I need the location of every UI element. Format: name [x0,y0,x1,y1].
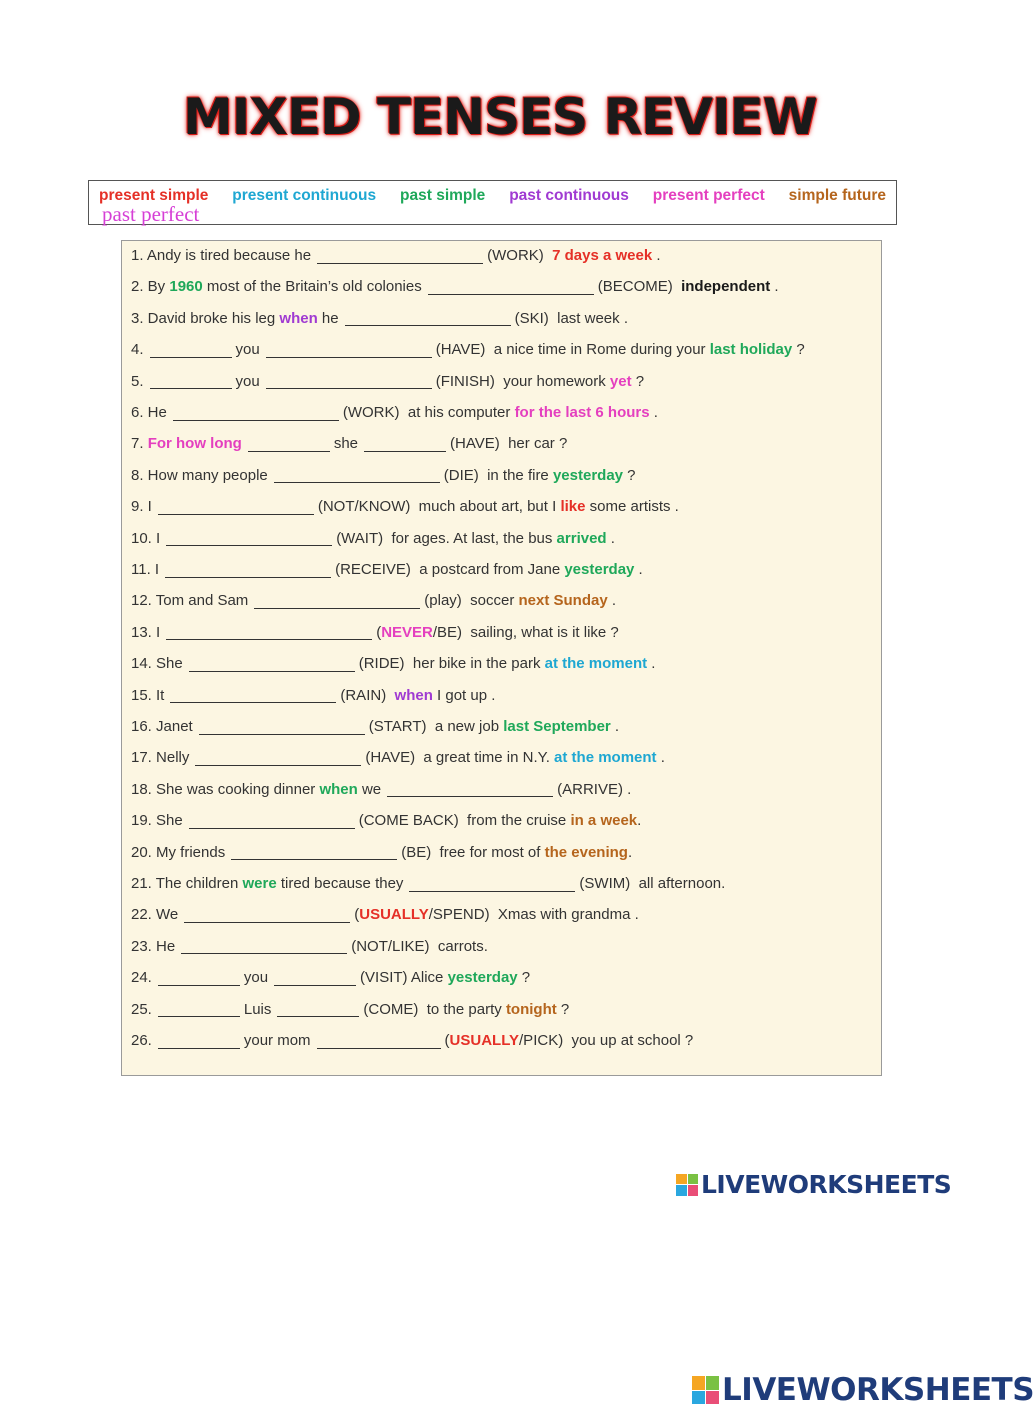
answer-blank[interactable] [173,406,339,421]
answer-blank[interactable] [158,971,240,986]
answer-blank[interactable] [165,563,331,578]
exercise-item [131,1028,693,1054]
exercise-text: . [647,655,656,673]
answer-blank[interactable] [409,877,575,892]
tense-cue: USUALLY [359,906,429,924]
answer-blank[interactable] [254,594,420,609]
tense-cue: like [560,498,586,516]
tense-cue: 1960 [169,278,203,296]
exercise-text: (DIE) in the fire [443,466,553,484]
answer-blank[interactable] [158,1034,240,1049]
exercise-item [131,243,661,269]
logo-square [688,1185,699,1196]
answer-blank[interactable] [428,280,594,295]
exercise-text: (FINISH) your homework [435,372,610,390]
exercise-item [131,337,805,363]
answer-blank[interactable] [277,1002,359,1017]
exercise-text: 4. [131,341,144,359]
exercise-text: 26. [131,1032,152,1049]
exercise-text: /PICK) you up at school ? [519,1032,694,1049]
exercise-text: /BE) sailing, what is it like ? [432,623,619,641]
exercise-text: (WAIT) for ages. At last, the bus [336,529,557,547]
exercise-text: (SWIM) all afternoon. [579,875,726,892]
exercise-item [131,934,488,960]
exercise-item [131,274,779,300]
exercise-item [131,714,619,740]
tense-cue: yesterday [564,561,635,578]
exercise-text: 8. How many people [131,466,268,484]
exercise-text: (START) a new job [368,718,504,735]
exercise-item [131,588,616,614]
exercise-text: . [606,529,615,547]
answer-blank[interactable] [317,1034,441,1049]
exercise-item [131,902,639,928]
tense-cue: yesterday [447,969,518,987]
exercise-text: 11. I [131,561,160,578]
logo-square [692,1376,705,1389]
exercise-text: 24. [131,969,152,987]
answer-blank[interactable] [274,468,440,483]
exercise-text: (RECEIVE) a postcard from Jane [335,561,565,578]
exercise-item [131,808,641,834]
exercise-text: we [357,780,382,798]
exercise-text: . [607,592,617,610]
exercise-text: some artists . [585,498,679,516]
exercise-text: . [637,812,642,830]
tense-cue: last holiday [709,341,793,359]
exercise-text: ? [517,969,531,987]
exercise-item [131,494,679,520]
exercise-text: 18. She was cooking dinner [131,780,320,798]
answer-blank[interactable] [150,374,232,389]
exercise-item [131,871,725,897]
exercise-text: ( [376,623,382,641]
exercise-text: ? [623,466,636,484]
exercise-text: you [235,341,260,359]
exercise-text: 15. It [131,686,165,704]
exercise-text: (BE) free for most of [401,843,545,861]
tense-cue: at the moment [544,655,648,673]
exercise-text: 6. He [131,404,167,421]
legend-present-perfect: present perfect [652,187,765,204]
exercise-text: 22. We [131,906,179,924]
exercise-text: 14. She [131,655,183,673]
exercise-text: ( [354,906,360,924]
exercise-text: (BECOME) [597,278,682,296]
exercise-item [131,620,619,646]
tense-cue: yet [609,372,632,390]
exercise-text: 1. Andy is tired because he [131,247,312,264]
exercise-text: . [770,278,779,296]
tense-cue: yesterday [552,466,624,484]
answer-blank[interactable] [189,657,355,672]
exercise-text: . [610,718,620,735]
logo-square [676,1185,687,1196]
exercise-text: (HAVE) a great time in N.Y. [365,749,555,767]
exercise-text: she [333,435,359,453]
tense-cue: tonight [505,1000,557,1018]
page-title: MIXED TENSES REVIEW [183,88,817,146]
exercise-text: 23. He [131,937,176,955]
tense-cue: next Sunday [518,592,608,610]
exercise-text: . [649,404,658,421]
tense-cue: at the moment [554,749,657,767]
tense-cue: the evening [544,843,628,861]
answer-blank[interactable] [166,531,332,546]
answer-blank[interactable] [158,500,314,515]
answer-blank[interactable] [184,908,350,923]
liveworksheets-footer-logo [692,1372,1034,1408]
tense-cue: for the last 6 hours [514,404,650,421]
exercise-text: (HAVE) a nice time in Rome during your [435,341,710,359]
tense-cue: 7 days a week [552,247,653,264]
exercise-item [131,431,567,457]
exercise-text: . [652,247,661,264]
answer-blank[interactable] [364,437,446,452]
answer-blank[interactable] [387,782,553,797]
tense-cue: when [394,686,433,704]
exercise-text: 2. By [131,278,170,296]
logo-square [692,1391,705,1404]
exercise-text: (WORK) [487,247,553,264]
exercise-text: I got up . [432,686,496,704]
exercise-text: . [656,749,665,767]
exercise-text: tired because they [276,875,404,892]
exercise-text: ? [631,372,645,390]
exercise-text: 21. The children [131,875,243,892]
exercise-text: ( [444,1032,450,1049]
exercise-text: 20. My friends [131,843,226,861]
exercise-text: he [317,309,339,327]
answer-blank[interactable] [181,939,347,954]
answer-blank[interactable] [195,751,361,766]
liveworksheets-logo-icon [676,1174,698,1196]
answer-blank[interactable] [345,311,511,326]
exercise-text: 16. Janet [131,718,193,735]
exercise-item [131,997,569,1023]
exercise-text: ? [556,1000,570,1018]
exercise-text: (ARRIVE) . [557,780,632,798]
answer-blank[interactable] [150,343,232,358]
exercise-item [131,306,628,332]
legend-present-simple: present simple [99,187,209,204]
answer-blank[interactable] [266,343,432,358]
answer-blank[interactable] [170,688,336,703]
exercise-text: 19. She [131,812,183,830]
exercise-text: (NOT/LIKE) carrots. [351,937,488,955]
exercise-text: (RAIN) [340,686,395,704]
exercise-item [131,651,655,677]
exercise-text: 12. Tom and Sam [131,592,249,610]
exercise-text: (NOT/KNOW) much about art, but I [317,498,561,516]
logo-square [706,1376,719,1389]
exercise-text: . [627,843,633,861]
logo-square [706,1391,719,1404]
liveworksheets-logo-text: LIVEWORKSHEETS [722,1372,1034,1408]
exercise-item [131,557,643,583]
liveworksheets-logo-text: LIVEWORKSHEETS [701,1170,952,1199]
logo-square [676,1174,687,1185]
tense-cue: in a week [570,812,638,830]
answer-blank[interactable] [189,814,355,829]
exercise-text: (play) soccer [424,592,519,610]
legend-past-continuous: past continuous [509,187,629,204]
tense-cue: USUALLY [449,1032,520,1049]
exercise-text: 17. Nelly [131,749,190,767]
exercise-item [131,369,644,395]
exercise-text: 13. I [131,623,161,641]
exercise-text: your mom [243,1032,311,1049]
legend-past-simple: past simple [400,187,486,204]
liveworksheets-logo-icon [692,1376,719,1403]
answer-blank[interactable] [166,625,372,640]
tense-legend [88,180,897,225]
answer-blank[interactable] [266,374,432,389]
exercise-item [131,463,636,489]
exercise-text: . [634,561,643,578]
tense-cue: arrived [556,529,607,547]
exercise-text: ? [792,341,805,359]
exercise-text: (WORK) at his computer [342,404,515,421]
answer-blank[interactable] [231,845,397,860]
exercise-item [131,683,495,709]
tense-cue: were [242,875,277,892]
legend-past-perfect: past perfect [102,202,200,226]
answer-blank[interactable] [199,720,365,735]
answer-blank[interactable] [317,249,483,264]
legend-present-continuous: present continuous [232,187,377,204]
exercise-text: (COME BACK) from the cruise [358,812,571,830]
tense-cue: For how long [147,435,242,453]
exercise-text: you [243,969,269,987]
exercise-text: 10. I [131,529,161,547]
exercise-text: (VISIT) Alice [360,969,448,987]
exercise-text: you [235,372,260,390]
liveworksheets-logo [676,1170,951,1199]
exercise-text: (SKI) last week . [514,309,628,327]
exercise-item [131,526,615,552]
exercise-text: /SPEND) Xmas with grandma . [428,906,639,924]
exercise-text: most of the Britain’s old colonies [202,278,422,296]
exercise-text: 5. [131,372,144,390]
exercise-item [131,777,631,803]
exercise-text: 9. I [131,498,152,516]
answer-blank[interactable] [274,971,356,986]
exercise-text: 25. [131,1000,152,1018]
legend-items [99,187,886,205]
exercise-text: (COME) to the party [363,1000,506,1018]
answer-blank[interactable] [248,437,330,452]
answer-blank[interactable] [158,1002,240,1017]
exercise-text: Luis [243,1000,272,1018]
exercise-item [131,400,658,426]
tense-cue: when [279,309,318,327]
tense-cue: last September [503,718,611,735]
exercise-item [131,840,632,866]
tense-cue: NEVER [381,623,433,641]
exercise-item [131,965,530,991]
exercise-item [131,745,665,771]
exercise-text: (HAVE) her car ? [450,435,568,453]
tense-cue: independent [681,278,771,296]
exercise-text: 7. [131,435,148,453]
tense-cue: when [319,780,358,798]
legend-simple-future: simple future [788,187,886,204]
exercise-text: 3. David broke his leg [131,309,280,327]
logo-square [688,1174,699,1185]
exercise-text: (RIDE) her bike in the park [358,655,545,673]
